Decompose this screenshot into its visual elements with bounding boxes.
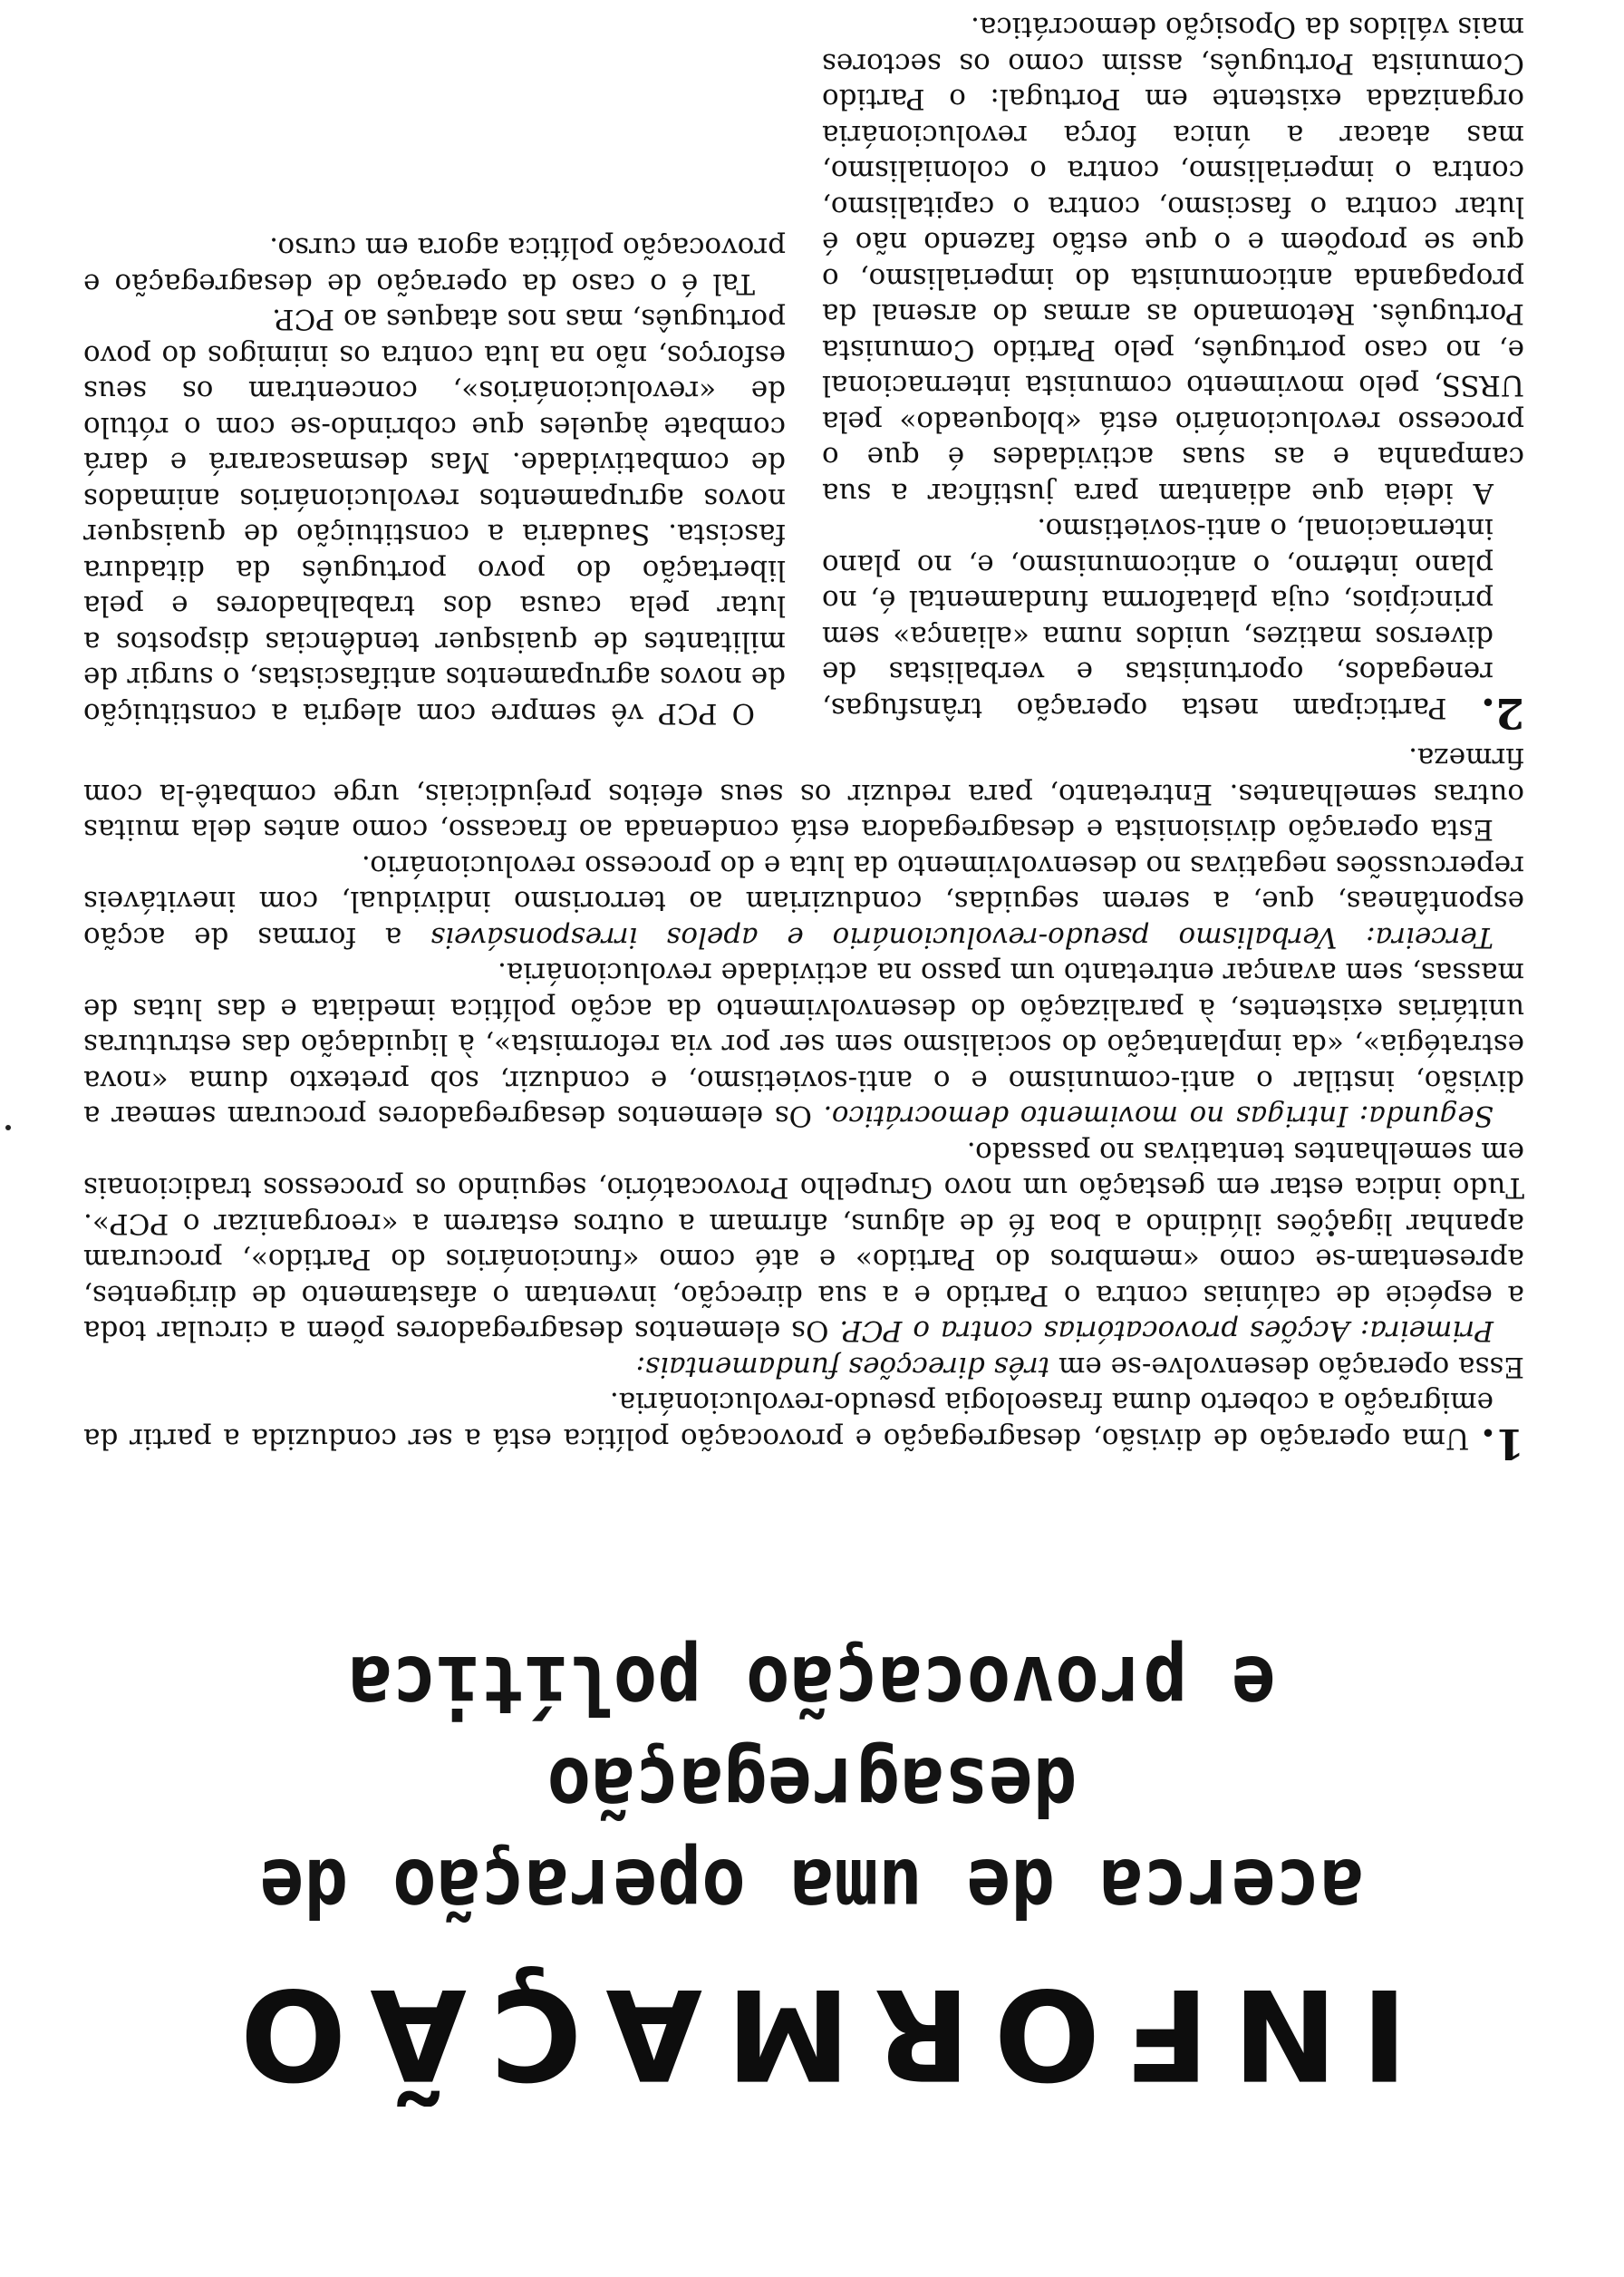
document-title: INFORMAÇÃO — [216, 1961, 1408, 2107]
document-subtitle — [65, 1633, 1560, 1938]
subtitle-line-1: acerca de uma operação de desagregação — [259, 1739, 1365, 1934]
section-1-number: 1. — [1480, 1419, 1524, 1468]
direction-second — [83, 954, 1524, 1134]
section-1-lead-paragraph — [83, 1384, 1524, 1468]
section-2-text-1: Participam nesta operação trânsfugas, renegados, oportunistas e verbalistas de diversos matizes, unidos numa «aliança» sem princípios, cuja plataforma fundamental é, no plano interno, o anticomunismo, e, no plano internacional, o anti-sovietismo. — [822, 512, 1494, 724]
direction-second-text: Os elementos desagregadores procuram semear a divisão, instilar o anti-comunismo e o anti-sovietismo, e conduzir, sob pretexto duma «nova estratégia», «da implantação do socialismo sem ser por via reformista», à liquidação das estruturas unitárias existentes, à paralização do desenvolvimento da acção política imediata e das lutas de massas, sem avançar entretanto um passo na actividade revolucionária. — [83, 956, 1524, 1133]
direction-first-label: Primeira: Acções provocatórias contra o PCP. — [839, 1314, 1494, 1348]
intro-text: Essa operação desenvolve-se em — [1049, 1351, 1524, 1383]
section-2-left-column — [822, 9, 1524, 738]
section-2-paragraph-3: O PCP vê sempre com alegria a constituição de novos agrupamentos antifascistas, o surgir de militantes de quaisquer tendências dispostos a lutar pela causa dos trabalhadores e pela libertação do povo português da ditadura fascista. Saudaria a constituição de quaisquer novos agrupamentos revolucionários animados de combatividade. Mas desmascarará e dará combate àqueles que cobrindo-se com o rótulo de «revolucionários», concentram os seus esforços, não na luta contra os inimigos do povo português, mas nos ataques ao PCP. — [83, 303, 786, 730]
section-2-paragraph-1 — [822, 510, 1524, 738]
direction-third — [83, 848, 1524, 955]
section-1-lead: Uma operação de divisão, desagregação e provocação política está a ser conduzida a partir da emigração a coberto duma fraseologia pseudo-revolucionária. — [83, 1386, 1494, 1455]
intro-emphasis: três direcções fundamentais: — [635, 1351, 1050, 1383]
subtitle-line-2: e provocação política — [348, 1638, 1276, 1731]
section-2 — [83, 9, 1524, 738]
document-header — [0, 1633, 1624, 2107]
section-1 — [83, 740, 1524, 1468]
section-1-closing: Esta operação divisionista e desagregadora está condenada ao fracasso, como antes dela muitas outras semelhantes. Entretanto, para reduzir os seus efeitos prejudiciais, urge combatê-la com firmeza. — [83, 741, 1524, 847]
direction-second-label: Segunda: Intrigas no movimento democrático. — [823, 1100, 1494, 1133]
ink-speck — [5, 1125, 11, 1130]
direction-first — [83, 1134, 1524, 1349]
direction-first-text: Os elementos desagregadores põem a circular toda a espécie de calúnias contra o Partido e a sua direcção, inventam o afastamento de dirigentes, apresentam-se como «membros do Partido» e até como «funcionários do Partido», procuram apanhar ligações ilúdindo a boa fé de alguns, afirmam a outros estarem a «reorganizar o PCP». Tudo indica estar em gestação um novo Grupelho Provocatório, seguindo os processos tradicionais em semelhantes tentativas no passado. — [83, 1136, 1524, 1348]
direction-third-text: a formas de acção espontâneas, que, a serem seguidas, conduziriam ao terrorismo individual, com inevitáveis repercussões negativas no desenvolvimento da luta e do processo revolucionário. — [83, 849, 1524, 954]
section-2-number: 2. — [1480, 689, 1524, 738]
section-2-paragraph-2: A ideia que adiantam para justificar a sua campanha e as suas actividades é que o processo revolucionário está «bloqueado» pela URSS, pelo movimento comunista internacional e, no caso português, pelo Partido Comunista Português. Retomando as armas do arsenal da propaganda anticomunista do imperialismo, o que se propõem e o que estão fazendo não é lutar contra o fascismo, contra o capitalismo, contra o imperialismo, contra o colonialismo, mas atacar a única força revolucionária organizada existente em Portugal: o Partido Comunista Português, assim como os sectores mais válidos da Oposição democrática. — [822, 11, 1524, 509]
section-1-intro — [83, 1349, 1524, 1385]
section-2-right-column — [83, 9, 786, 731]
section-2-paragraph-4: Tal é o caso da operação de desagregação e provocação política agora em curso. — [83, 231, 786, 300]
direction-third-label: Terceira: Verbalismo pseudo-revolucionário e apelos irresponsáveis — [430, 921, 1494, 954]
document-body — [83, 9, 1524, 1468]
